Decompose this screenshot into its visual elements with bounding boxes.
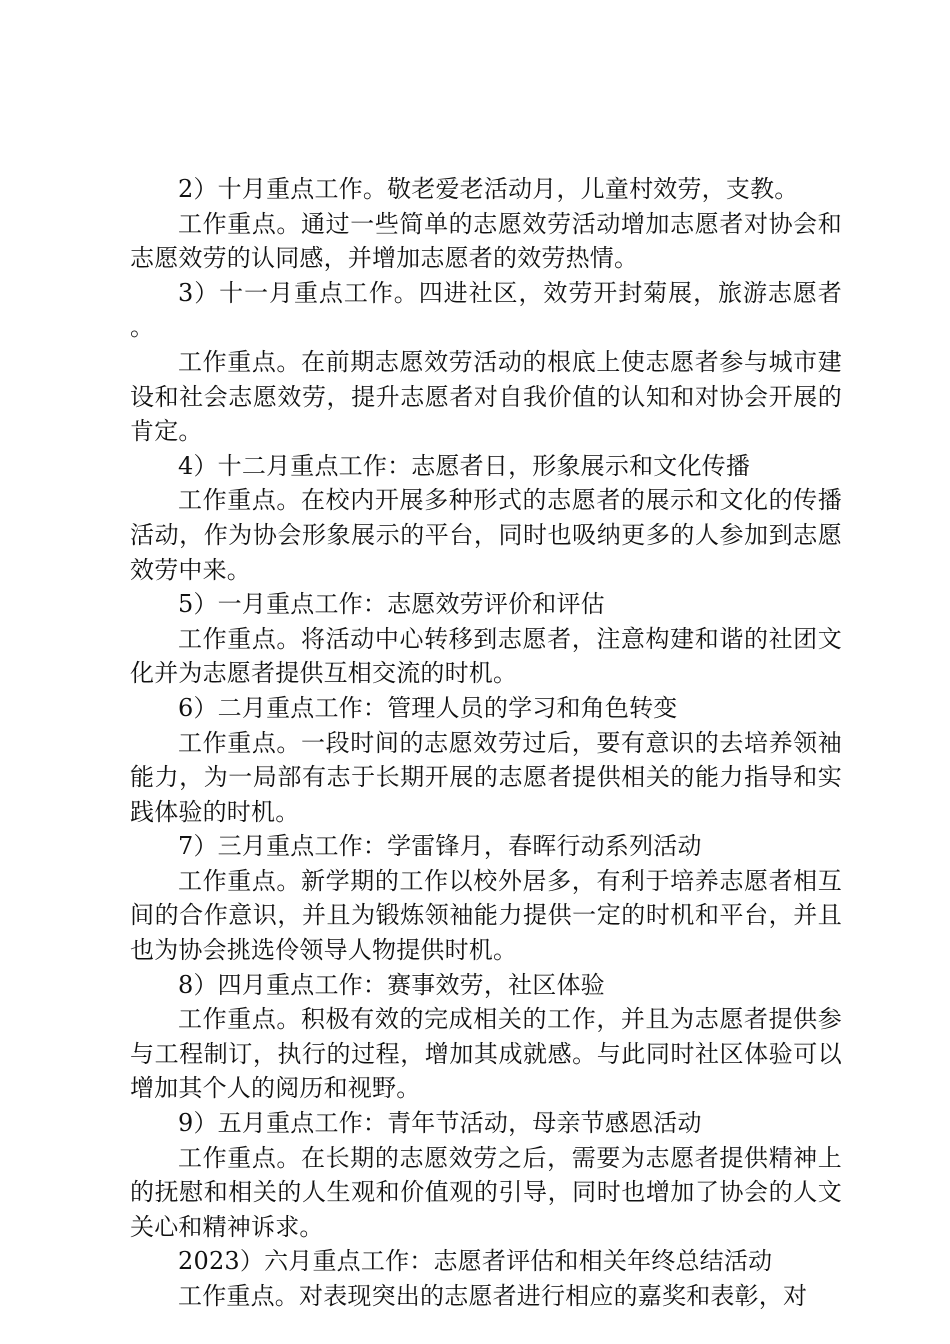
paragraph-march-title: 7）三月重点工作：学雷锋月，春晖行动系列活动 (178, 832, 702, 861)
paragraph-may-title: 9）五月重点工作：青年节活动，母亲节感恩活动 (178, 1109, 702, 1138)
paragraph-april-focus: 工作重点。积极有效的完成相关的工作，并且为志愿者提供参与工程制订，执行的过程，增加其成就感。与此同时社区体验可以增加其个人的阅历和视野。 (130, 1005, 842, 1103)
paragraph-february-title: 6）二月重点工作：管理人员的学习和角色转变 (178, 693, 678, 722)
paragraph-may-focus: 工作重点。在长期的志愿效劳之后，需要为志愿者提供精神上的抚慰和相关的人生观和价值观的引导，同时也增加了协会的人文关心和精神诉求。 (130, 1143, 842, 1241)
paragraph-december-focus: 工作重点。在校内开展多种形式的志愿者的展示和文化的传播活动，作为协会形象展示的平台，同时也吸纳更多的人参加到志愿效劳中来。 (130, 486, 842, 584)
paragraph-june-focus: 工作重点。对表现突出的志愿者进行相应的嘉奖和表彰，对 (178, 1282, 808, 1310)
paragraph-june-title: 2023）六月重点工作：志愿者评估和相关年终总结活动 (178, 1247, 773, 1276)
paragraph-february-focus: 工作重点。一段时间的志愿效劳过后，要有意识的去培养领袖能力，为一局部有志于长期开展的志愿者提供相关的能力指导和实践体验的时机。 (130, 728, 842, 826)
paragraph-april-title: 8）四月重点工作：赛事效劳，社区体验 (178, 970, 605, 999)
paragraph-october-focus: 工作重点。通过一些简单的志愿效劳活动增加志愿者对协会和志愿效劳的认同感，并增加志愿者的效劳热情。 (130, 209, 842, 273)
paragraph-january-focus: 工作重点。将活动中心转移到志愿者，注意构建和谐的社团文化并为志愿者提供互相交流的时机。 (130, 624, 842, 688)
paragraph-january-title: 5）一月重点工作：志愿效劳评价和评估 (178, 590, 605, 619)
paragraph-march-focus: 工作重点。新学期的工作以校外居多，有利于培养志愿者相互间的合作意识，并且为锻炼领袖能力提供一定的时机和平台，并且也为协会挑选伶领导人物提供时机。 (130, 866, 842, 965)
paragraph-december-title: 4）十二月重点工作：志愿者日，形象展示和文化传播 (178, 451, 751, 480)
paragraph-october-title: 2）十月重点工作。敬老爱老活动月，儿童村效劳，支教。 (178, 175, 799, 203)
paragraph-november-title: 3）十一月重点工作。四进社区，效劳开封菊展，旅游志愿者。 (130, 278, 842, 342)
document-body (130, 172, 842, 1314)
paragraph-november-focus: 工作重点。在前期志愿效劳活动的根底上使志愿者参与城市建设和社会志愿效劳，提升志愿者对自我价值的认知和对协会开展的肯定。 (130, 347, 842, 446)
